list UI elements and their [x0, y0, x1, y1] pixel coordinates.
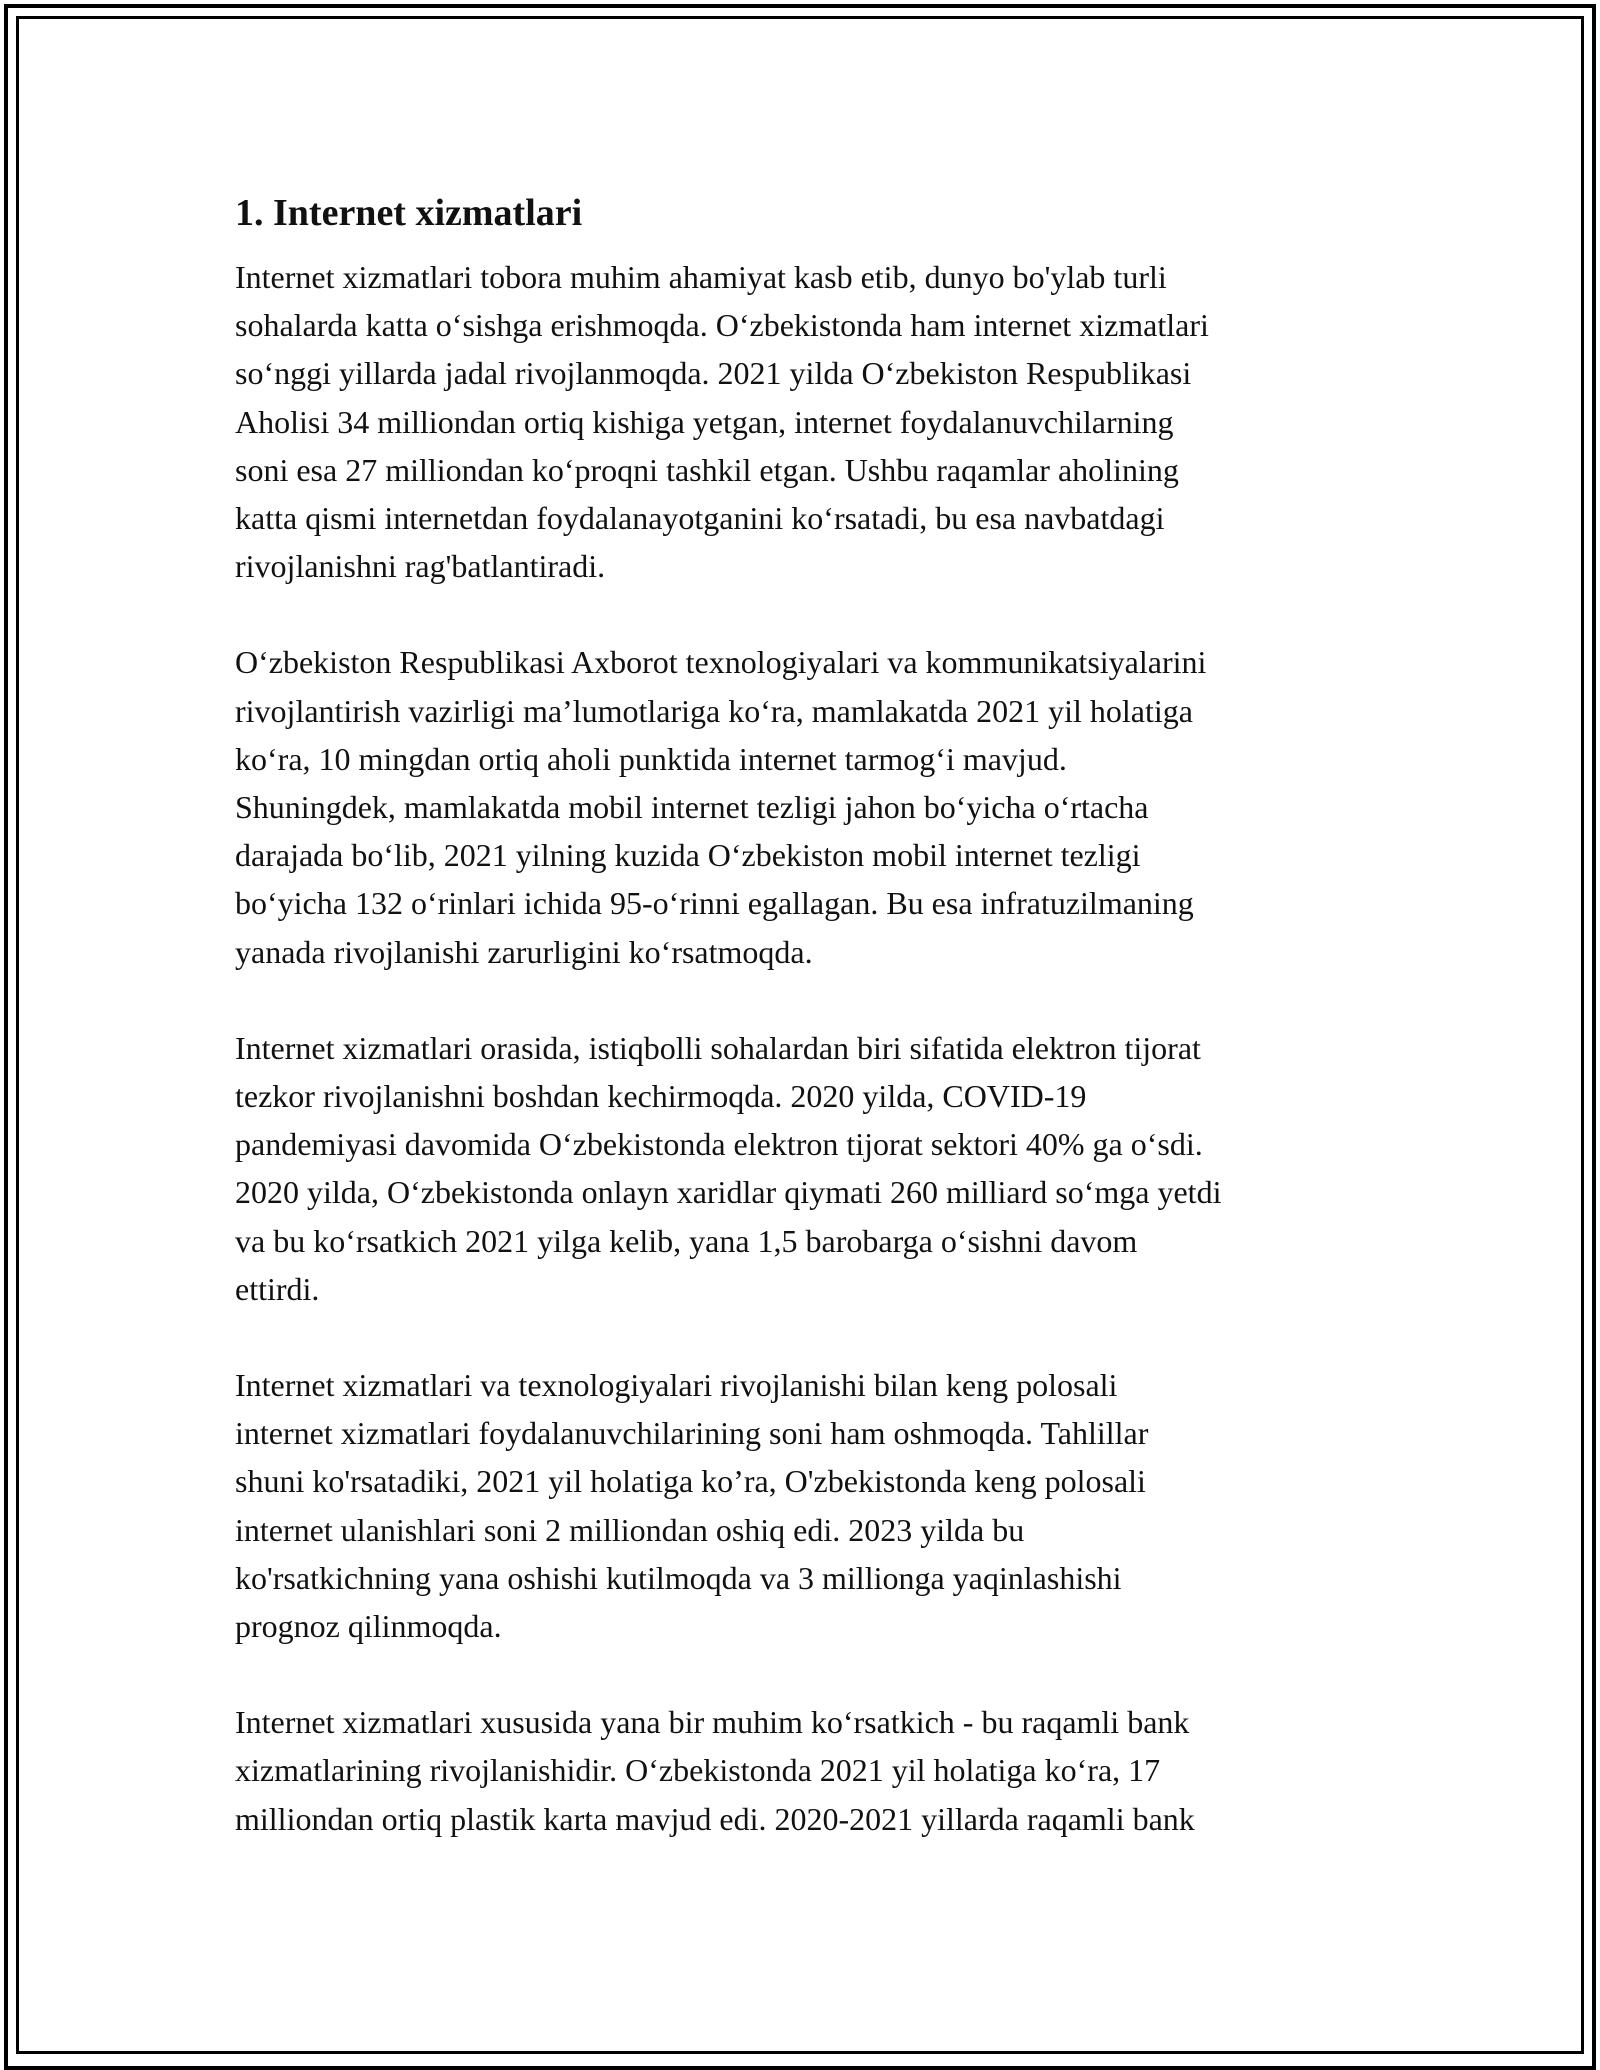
- text-line: prognoz qilinmoqda.: [235, 1608, 502, 1645]
- text-line: Internet xizmatlari orasida, istiqbolli sohalardan biri sifatida elektron tijorat: [235, 1029, 1201, 1066]
- text-line: tezkor rivojlanishni boshdan kechirmoqda. 2020 yilda, COVID-19: [235, 1078, 1087, 1115]
- text-line: rivojlanishni rag'batlantiradi.: [235, 548, 606, 585]
- text-line: Aholisi 34 milliondan ortiq kishiga yetgan, internet foydalanuvchilarning: [235, 403, 1174, 440]
- text-line: katta qismi internetdan foydalanayotganini ko‘rsatadi, bu esa navbatdagi: [235, 500, 1165, 537]
- text-line: va bu ko‘rsatkich 2021 yilga kelib, yana 1,5 barobarga o‘sishni davom: [235, 1222, 1138, 1259]
- paragraph-4: [235, 1361, 1375, 1650]
- text-line: internet xizmatlari foydalanuvchilarining soni ham oshmoqda. Tahlillar: [235, 1415, 1149, 1452]
- text-line: Internet xizmatlari va texnologiyalari rivojlanishi bilan keng polosali: [235, 1367, 1118, 1404]
- text-line: shuni ko'rsatadiki, 2021 yil holatiga ko’ra, O'zbekistonda keng polosali: [235, 1463, 1146, 1500]
- text-line: Internet xizmatlari tobora muhim ahamiyat kasb etib, dunyo bo'ylab turli: [235, 259, 1167, 295]
- document-body: [235, 185, 1375, 1891]
- text-line: ettirdi.: [235, 1270, 320, 1307]
- paragraph-5: [235, 1698, 1375, 1843]
- text-line: xizmatlarining rivojlanishidir. O‘zbekistonda 2021 yil holatiga ko‘ra, 17: [235, 1752, 1161, 1789]
- text-line: ko‘ra, 10 mingdan ortiq aholi punktida internet tarmog‘i mavjud.: [235, 740, 1067, 777]
- text-line: 2020 yilda, O‘zbekistonda onlayn xaridlar qiymati 260 milliard so‘mga yetdi: [235, 1174, 1222, 1211]
- text-line: Shuningdek, mamlakatda mobil internet tezligi jahon bo‘yicha o‘rtacha: [235, 789, 1149, 826]
- paragraph-2: [235, 638, 1375, 975]
- text-line: O‘zbekiston Respublikasi Axborot texnologiyalari va kommunikatsiyalarini: [235, 644, 1207, 681]
- text-line: soni esa 27 milliondan ko‘proqni tashkil etgan. Ushbu raqamlar aholining: [235, 451, 1179, 488]
- text-line: internet ulanishlari soni 2 milliondan oshiq edi. 2023 yilda bu: [235, 1511, 1025, 1548]
- text-line: bo‘yicha 132 o‘rinlari ichida 95-o‘rinni egallagan. Bu esa infratuzilmaning: [235, 885, 1194, 922]
- text-line: rivojlantirish vazirligi ma’lumotlariga ko‘ra, mamlakatda 2021 yil holatiga: [235, 692, 1193, 729]
- text-line: yanada rivojlanishi zarurligini ko‘rsatmoqda.: [235, 933, 813, 970]
- text-line: pandemiyasi davomida O‘zbekistonda elektron tijorat sektori 40% ga o‘sdi.: [235, 1126, 1203, 1163]
- text-line: Internet xizmatlari xususida yana bir muhim ko‘rsatkich - bu raqamli bank: [235, 1704, 1190, 1741]
- text-line: milliondan ortiq plastik karta mavjud edi. 2020-2021 yillarda raqamli bank: [235, 1800, 1195, 1837]
- text-line: so‘nggi yillarda jadal rivojlanmoqda. 2021 yilda O‘zbekiston Respublikasi: [235, 355, 1192, 392]
- text-line: ko'rsatkichning yana oshishi kutilmoqda va 3 millionga yaqinlashishi: [235, 1559, 1122, 1596]
- text-line: sohalarda katta o‘sishga erishmoqda. O‘zbekistonda ham internet xizmatlari: [235, 307, 1209, 344]
- text-line: darajada bo‘lib, 2021 yilning kuzida O‘zbekiston mobil internet tezligi: [235, 837, 1141, 874]
- section-heading: 1. Internet xizmatlari: [235, 192, 583, 234]
- paragraph-3: [235, 1024, 1375, 1313]
- paragraph-1: [235, 253, 1375, 590]
